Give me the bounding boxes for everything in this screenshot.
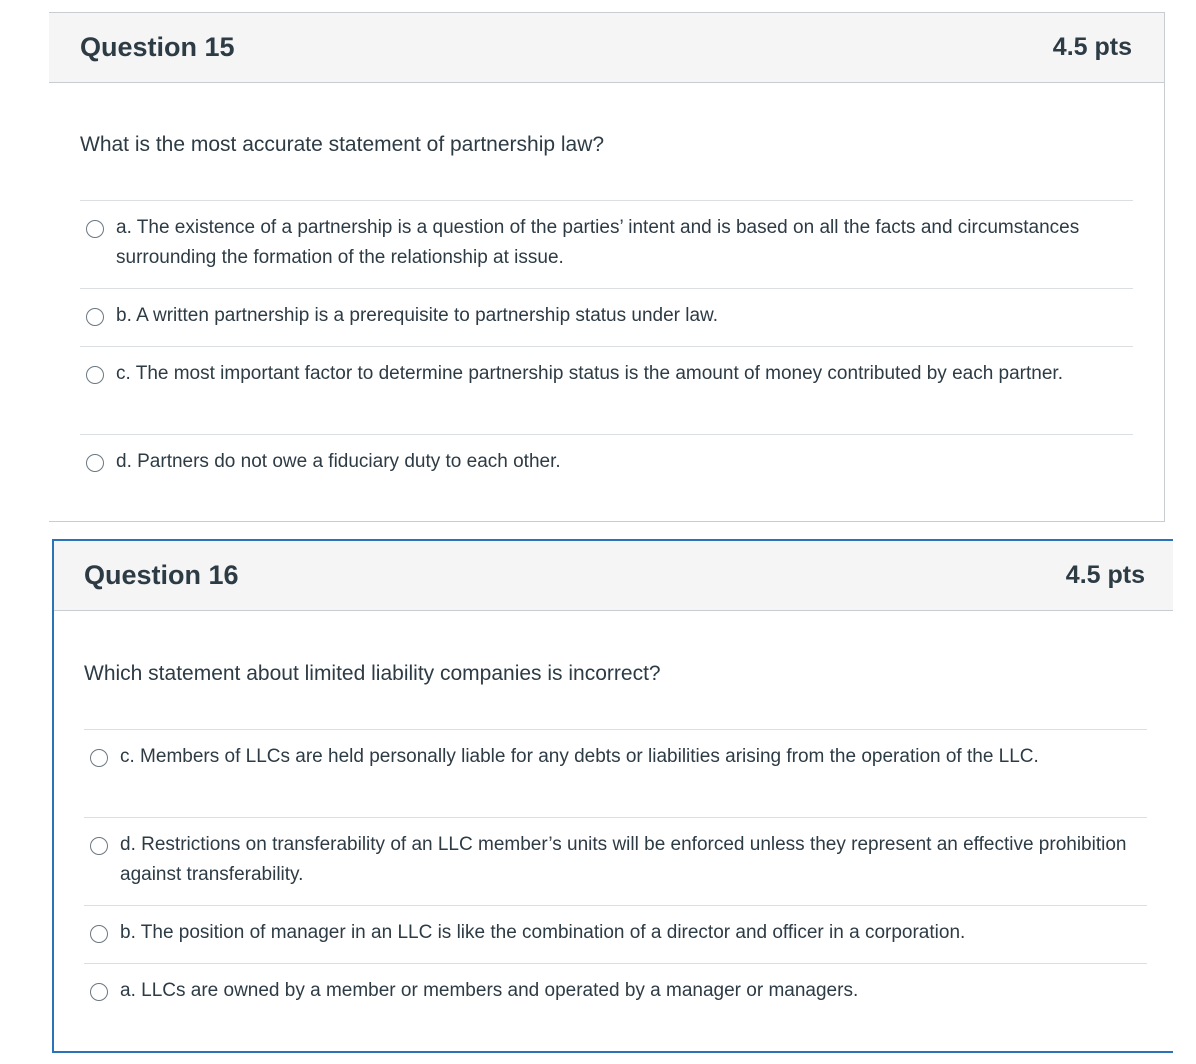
- radio-button[interactable]: [86, 308, 104, 326]
- answer-option-b[interactable]: [84, 905, 1147, 963]
- radio-button[interactable]: [90, 749, 108, 767]
- answer-option-d[interactable]: [84, 817, 1147, 905]
- answer-label: b. The position of manager in an LLC is like the combination of a director and officer in a corporation.: [120, 922, 966, 943]
- answer-option-a[interactable]: [84, 963, 1147, 1021]
- question-text: Which statement about limited liability companies is incorrect?: [84, 662, 661, 685]
- radio-button[interactable]: [90, 983, 108, 1001]
- radio-button[interactable]: [86, 454, 104, 472]
- question-16-card: [52, 539, 1173, 1053]
- answer-option-a[interactable]: [80, 200, 1133, 288]
- question-header: [54, 541, 1173, 611]
- answer-option-b[interactable]: [80, 288, 1133, 346]
- answer-label: b. A written partnership is a prerequisite to partnership status under law.: [116, 305, 718, 326]
- radio-button[interactable]: [90, 837, 108, 855]
- radio-button[interactable]: [86, 220, 104, 238]
- answer-option-d[interactable]: [80, 434, 1133, 492]
- answer-option-c[interactable]: [84, 729, 1147, 817]
- question-15-card: [49, 12, 1165, 522]
- answer-label: a. The existence of a partnership is a question of the parties’ intent and is based on all the facts and circumstances surrounding the formation of the relationship at issue.: [116, 217, 1080, 268]
- answer-list: [80, 200, 1133, 492]
- answer-label: c. The most important factor to determine partnership status is the amount of money contributed by each partner.: [116, 363, 1063, 384]
- question-points: 4.5 pts: [1065, 561, 1145, 589]
- radio-button[interactable]: [86, 366, 104, 384]
- question-header: [49, 13, 1164, 83]
- answer-label: d. Restrictions on transferability of an LLC member’s units will be enforced unless they represent an effective prohibition against transferability.: [120, 834, 1127, 885]
- answer-option-c[interactable]: [80, 346, 1133, 434]
- question-title: Question 16: [84, 560, 239, 590]
- question-text: What is the most accurate statement of partnership law?: [80, 133, 605, 156]
- question-points: 4.5 pts: [1052, 33, 1132, 61]
- answer-label: d. Partners do not owe a fiduciary duty to each other.: [116, 451, 561, 472]
- answer-label: a. LLCs are owned by a member or members and operated by a manager or managers.: [120, 980, 859, 1001]
- answer-list: [84, 729, 1147, 1021]
- radio-button[interactable]: [90, 925, 108, 943]
- answer-label: c. Members of LLCs are held personally liable for any debts or liabilities arising from the operation of the LLC.: [120, 746, 1039, 767]
- question-title: Question 15: [80, 32, 235, 62]
